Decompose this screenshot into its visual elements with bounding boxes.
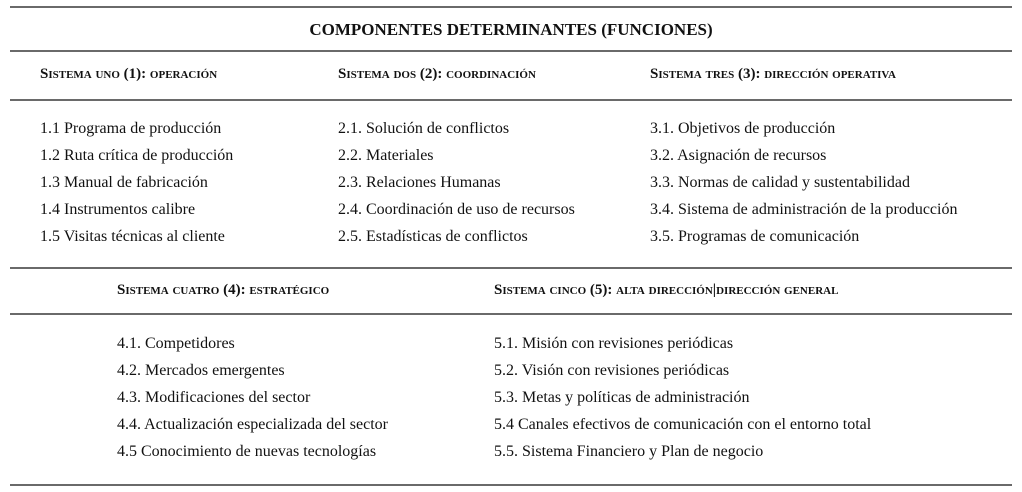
table-title: COMPONENTES DETERMINANTES (FUNCIONES) [309, 20, 713, 39]
list-item: 4.2. Mercados emergentes [117, 362, 285, 379]
system-2-header: Sistema dos (2): coordinación [338, 66, 536, 82]
list-item: 1.4 Instrumentos calibre [40, 201, 196, 218]
rule [10, 99, 1012, 101]
list-item: 2.3. Relaciones Humanas [338, 174, 501, 191]
system-3-items [650, 115, 957, 250]
list-item: 3.1. Objetivos de producción [650, 120, 836, 137]
system-1-header: Sistema uno (1): operación [40, 66, 218, 82]
list-item: 4.5 Conocimiento de nuevas tecnologías [117, 443, 377, 460]
list-item: 1.5 Visitas técnicas al cliente [40, 228, 225, 245]
list-item: 4.1. Competidores [117, 335, 235, 352]
system-1-items [40, 115, 233, 250]
list-item: 2.1. Solución de conflictos [338, 120, 510, 137]
list-item: 5.3. Metas y políticas de administración [494, 389, 750, 406]
rule-top [10, 6, 1012, 8]
list-item: 5.4 Canales efectivos de comunicación con el entorno total [494, 416, 872, 433]
list-item: 3.2. Asignación de recursos [650, 147, 827, 164]
list-item: 3.4. Sistema de administración de la producción [650, 201, 958, 218]
system-3-header: Sistema tres (3): dirección operativa [650, 66, 896, 82]
list-item: 1.1 Programa de producción [40, 120, 222, 137]
list-item: 2.2. Materiales [338, 147, 434, 164]
system-4-items [117, 330, 388, 465]
list-item: 5.5. Sistema Financiero y Plan de negocio [494, 443, 764, 460]
list-item: 2.5. Estadísticas de conflictos [338, 228, 528, 245]
system-2-items [338, 115, 575, 250]
list-item: 1.3 Manual de fabricación [40, 174, 208, 191]
rule [10, 267, 1012, 269]
list-item: 5.1. Misión con revisiones periódicas [494, 335, 734, 352]
system-4-header: Sistema cuatro (4): estratégico [117, 282, 330, 298]
list-item: 2.4. Coordinación de uso de recursos [338, 201, 575, 218]
system-5-items [494, 330, 871, 465]
list-item: 1.2 Ruta crítica de producción [40, 147, 234, 164]
list-item: 4.4. Actualización especializada del sector [117, 416, 388, 433]
list-item: 4.3. Modificaciones del sector [117, 389, 311, 406]
list-item: 3.3. Normas de calidad y sustentabilidad [650, 174, 910, 191]
rule [10, 313, 1012, 315]
rule [10, 50, 1012, 52]
list-item: 3.5. Programas de comunicación [650, 228, 860, 245]
list-item: 5.2. Visión con revisiones periódicas [494, 362, 730, 379]
system-5-header: Sistema cinco (5): alta dirección|dirección general [494, 282, 839, 298]
rule-bottom [10, 484, 1012, 486]
